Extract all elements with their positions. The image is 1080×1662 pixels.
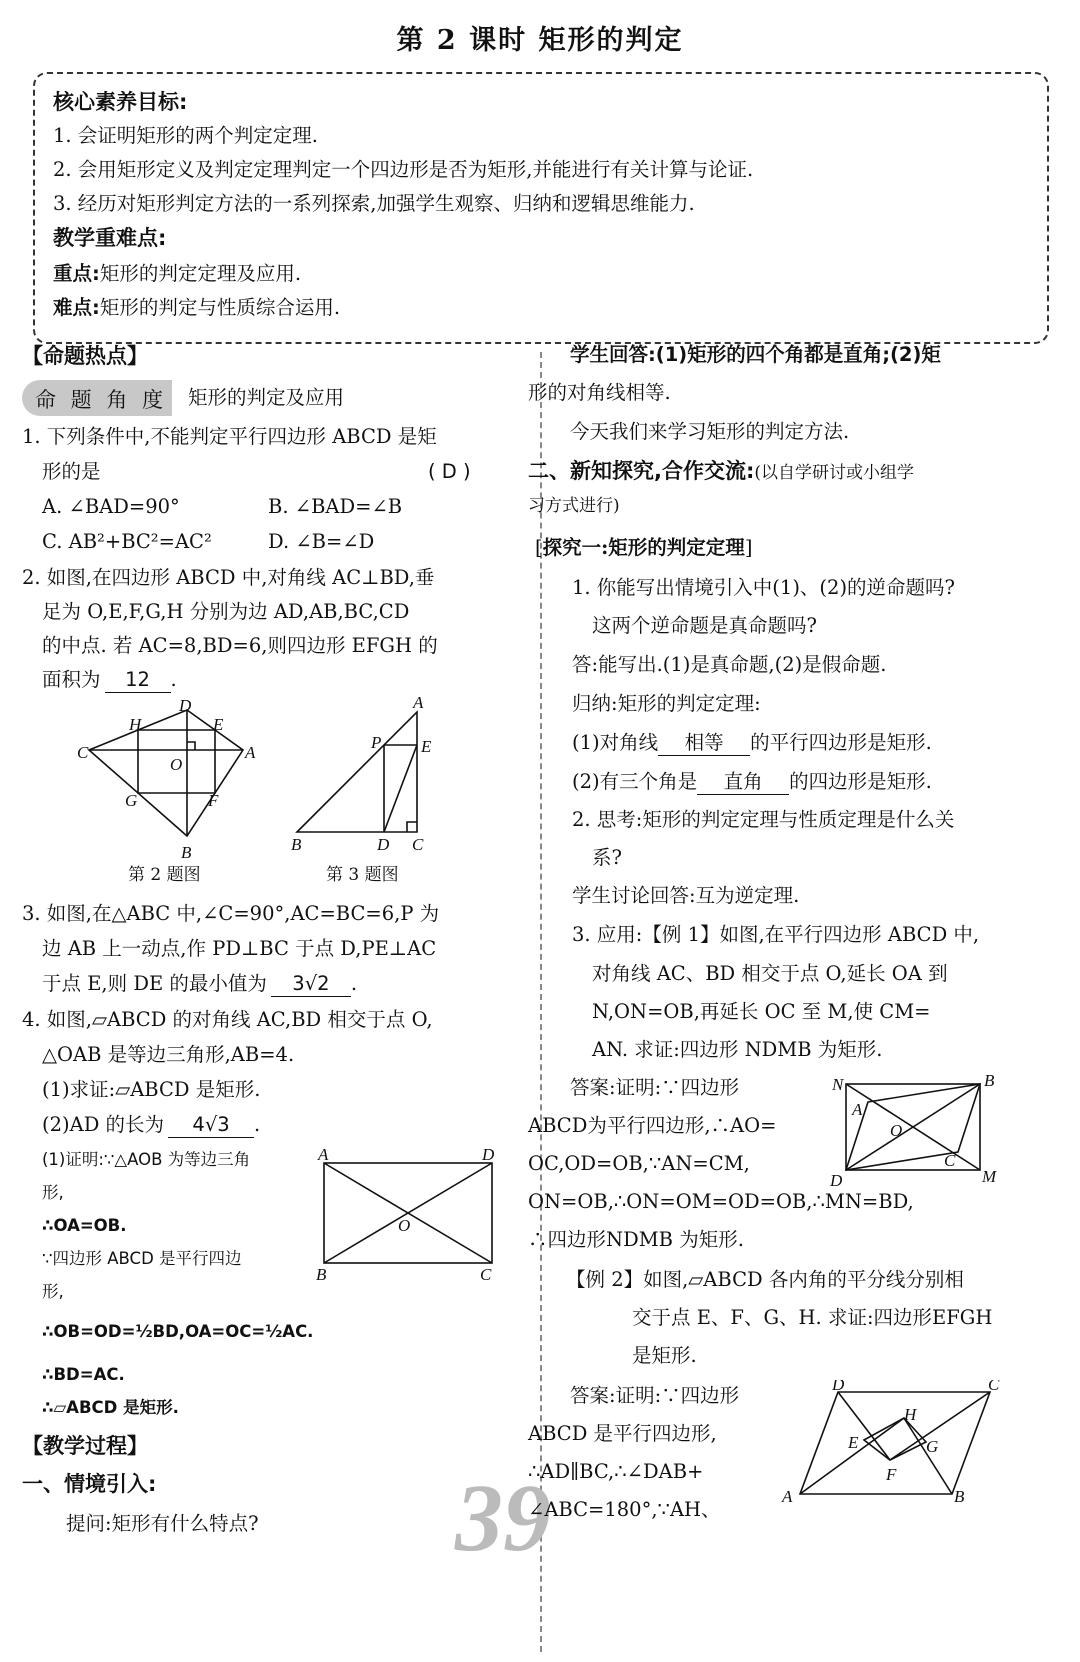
answer-line: 答案:证明:∵四边形 xyxy=(570,1384,740,1407)
theorem-1: (1)对角线 相等 的平行四边形是矩形. xyxy=(572,731,932,756)
svg-text:A: A xyxy=(852,1100,863,1119)
q4-line: 4. 如图,▱ABCD 的对角线 AC,BD 相交于点 O, xyxy=(22,1008,433,1031)
q3-line: 于点 E,则 DE 的最小值为 3√2 . xyxy=(42,972,357,997)
difficulty-heading: 教学重难点: xyxy=(53,226,167,250)
figure-example-2 xyxy=(778,1380,1008,1510)
text-line: 今天我们来学习矩形的判定方法. xyxy=(570,420,850,443)
q2-line: 足为 O,E,F,G,H 分别为边 AD,AB,BC,CD xyxy=(42,600,410,623)
q3-line: 3. 如图,在△ABC 中,∠C=90°,AC=BC=6,P 为 xyxy=(22,902,440,925)
figure-2 xyxy=(75,698,265,863)
q2-line: 2. 如图,在四边形 ABCD 中,对角线 AC⊥BD,垂 xyxy=(22,566,435,589)
intro-question: 提问:矩形有什么特点? xyxy=(66,1512,259,1535)
q1-line: 1. 下列条件中,不能判定平行四边形 ABCD 是矩 xyxy=(22,425,437,448)
answer-line: OC,OD=OB,∵AN=CM, xyxy=(528,1152,750,1175)
figure-example-1 xyxy=(828,1070,1008,1190)
text-line: 这两个逆命题是真命题吗? xyxy=(592,614,817,637)
svg-text:C: C xyxy=(944,1151,956,1170)
q1-line: 形的是 xyxy=(42,460,101,483)
q1-option-a: A. ∠BAD=90° xyxy=(42,495,180,518)
example-1: 3. 应用:【例 1】如图,在平行四边形 ABCD 中, xyxy=(572,923,980,946)
text-line: 1. 你能写出情境引入中(1)、(2)的逆命题吗? xyxy=(572,576,956,599)
q4-part1: (1)求证:▱ABCD 是矩形. xyxy=(42,1078,261,1101)
svg-text:A: A xyxy=(413,693,424,712)
text-line: 2. 思考:矩形的判定定理与性质定理是什么关 xyxy=(572,808,955,831)
svg-text:E: E xyxy=(421,737,432,756)
svg-text:B: B xyxy=(181,843,192,862)
q2-line: 面积为 12 . xyxy=(42,668,177,693)
svg-text:G: G xyxy=(926,1437,939,1456)
answer-line: ABCD为平行四边形,∴AO= xyxy=(528,1114,777,1137)
answer-line: ON=OB,∴ON=OM=OD=OB,∴MN=BD, xyxy=(528,1190,914,1213)
svg-text:E: E xyxy=(848,1433,859,1452)
proof-line: 形, xyxy=(42,1282,64,1301)
explore-heading: 二、新知探究,合作交流:(以自学研讨或小组学 xyxy=(528,459,915,483)
svg-text:E: E xyxy=(213,715,224,734)
difficult-point: 难点:矩形的判定与性质综合运用. xyxy=(53,296,341,319)
q2-answer: 12 xyxy=(105,668,171,693)
q2-line: 的中点. 若 AC=8,BD=6,则四边形 EFGH 的 xyxy=(42,634,438,657)
goal-item: 1. 会证明矩形的两个判定定理. xyxy=(53,124,319,147)
svg-text:B: B xyxy=(291,835,302,854)
q3-line: 边 AB 上一动点,作 PD⊥BC 于点 D,PE⊥AC xyxy=(42,937,437,960)
example-1: 对角线 AC、BD 相交于点 O,延长 OA 到 xyxy=(592,962,948,985)
summary-label: 归纳:矩形的判定定理: xyxy=(572,692,761,715)
goals-box xyxy=(33,72,1049,344)
answer-line: ∴AD∥BC,∴∠DAB+ xyxy=(528,1460,704,1483)
explore-title: [探究一:矩形的判定定理] xyxy=(535,536,753,559)
answer-line: ∴四边形NDMB 为矩形. xyxy=(528,1228,744,1251)
theorem-2: (2)有三个角是 直角 的四边形是矩形. xyxy=(572,770,932,795)
proof-line: ∴▱ABCD 是矩形. xyxy=(42,1398,179,1417)
proof-line: 形, xyxy=(42,1183,64,1202)
svg-text:H: H xyxy=(904,1405,917,1424)
svg-text:C: C xyxy=(480,1265,492,1284)
q4-part2: (2)AD 的长为 4√3 . xyxy=(42,1113,260,1138)
page-number: 39 xyxy=(455,1464,551,1571)
answer-line: ∠ABC=180°,∵AH、 xyxy=(528,1498,721,1521)
proof-line: ∴OA=OB. xyxy=(42,1216,127,1235)
svg-text:B: B xyxy=(316,1265,327,1284)
proof-line: (1)证明:∵△AOB 为等边三角 xyxy=(42,1150,251,1169)
theorem-2-blank: 直角 xyxy=(697,770,789,795)
svg-text:F: F xyxy=(208,791,219,810)
text-line: 习方式进行) xyxy=(528,496,620,516)
q1-answer: ( D ) xyxy=(428,460,471,483)
figure-3 xyxy=(285,690,440,860)
svg-text:N: N xyxy=(832,1075,844,1094)
svg-text:D: D xyxy=(482,1145,495,1164)
page-title: 第 2 课时 矩形的判定 xyxy=(396,25,684,56)
svg-text:A: A xyxy=(318,1145,329,1164)
svg-text:G: G xyxy=(125,791,138,810)
section-hot: 【命题热点】 xyxy=(22,344,148,368)
svg-text:D: D xyxy=(179,698,192,715)
tag-label: 命 题 角 度 xyxy=(35,388,168,412)
example-2: 交于点 E、F、G、H. 求证:四边形EFGH xyxy=(632,1306,993,1329)
svg-text:C: C xyxy=(77,743,89,762)
theorem-1-blank: 相等 xyxy=(658,731,750,756)
figure-3-caption: 第 3 题图 xyxy=(326,865,399,885)
example-2: 【例 2】如图,▱ABCD 各内角的平分线分别相 xyxy=(566,1268,964,1291)
section-process: 【教学过程】 xyxy=(22,1434,148,1458)
key-point: 重点:矩形的判定定理及应用. xyxy=(53,262,302,285)
example-2: 是矩形. xyxy=(632,1344,697,1367)
svg-text:A: A xyxy=(782,1487,793,1506)
q1-option-d: D. ∠B=∠D xyxy=(268,530,375,553)
answer-line: 答案:证明:∵四边形 xyxy=(570,1076,740,1099)
svg-text:C: C xyxy=(988,1380,1000,1394)
svg-text:P: P xyxy=(371,733,382,752)
svg-text:B: B xyxy=(954,1487,965,1506)
goal-item: 2. 会用矩形定义及判定定理判定一个四边形是否为矩形,并能进行有关计算与论证. xyxy=(53,158,754,181)
q4-answer: 4√3 xyxy=(168,1113,254,1138)
q4-line: △OAB 是等边三角形,AB=4. xyxy=(42,1043,295,1066)
svg-text:O: O xyxy=(398,1216,411,1235)
svg-text:O: O xyxy=(890,1121,903,1140)
svg-text:F: F xyxy=(886,1465,897,1484)
svg-text:O: O xyxy=(170,755,183,774)
q3-answer: 3√2 xyxy=(271,972,351,997)
svg-text:M: M xyxy=(982,1167,997,1186)
example-1: AN. 求证:四边形 NDMB 为矩形. xyxy=(592,1038,883,1061)
svg-text:D: D xyxy=(830,1171,843,1190)
proof-line: ∴BD=AC. xyxy=(42,1365,125,1384)
svg-text:D: D xyxy=(377,835,390,854)
svg-text:A: A xyxy=(245,743,256,762)
figure-2-caption: 第 2 题图 xyxy=(128,865,201,885)
svg-text:B: B xyxy=(984,1071,995,1090)
text-line: 学生讨论回答:互为逆定理. xyxy=(572,884,800,907)
example-1: N,ON=OB,再延长 OC 至 M,使 CM= xyxy=(592,1000,931,1023)
answer-line: ABCD 是平行四边形, xyxy=(528,1422,717,1445)
text-line: 学生回答:(1)矩形的四个角都是直角;(2)矩 xyxy=(570,343,941,366)
text-line: 答:能写出.(1)是真命题,(2)是假命题. xyxy=(572,653,887,676)
q1-option-b: B. ∠BAD=∠B xyxy=(268,495,403,518)
proof-line: ∵四边形 ABCD 是平行四边 xyxy=(42,1249,242,1268)
svg-text:C: C xyxy=(412,835,424,854)
goal-item: 3. 经历对矩形判定方法的一系列探索,加强学生观察、归纳和逻辑思维能力. xyxy=(53,192,695,215)
q1-option-c: C. AB²+BC²=AC² xyxy=(42,530,212,553)
text-line: 系? xyxy=(592,846,622,869)
intro-heading: 一、情境引入: xyxy=(22,1472,157,1496)
text-line: 形的对角线相等. xyxy=(528,381,671,404)
svg-text:H: H xyxy=(129,715,142,734)
tag-topic: 矩形的判定及应用 xyxy=(188,386,345,409)
proof-line: ∴OB=OD=½BD,OA=OC=½AC. xyxy=(42,1322,314,1341)
figure-4 xyxy=(312,1145,502,1285)
svg-text:D: D xyxy=(832,1380,845,1394)
goals-heading: 核心素养目标: xyxy=(53,90,188,114)
